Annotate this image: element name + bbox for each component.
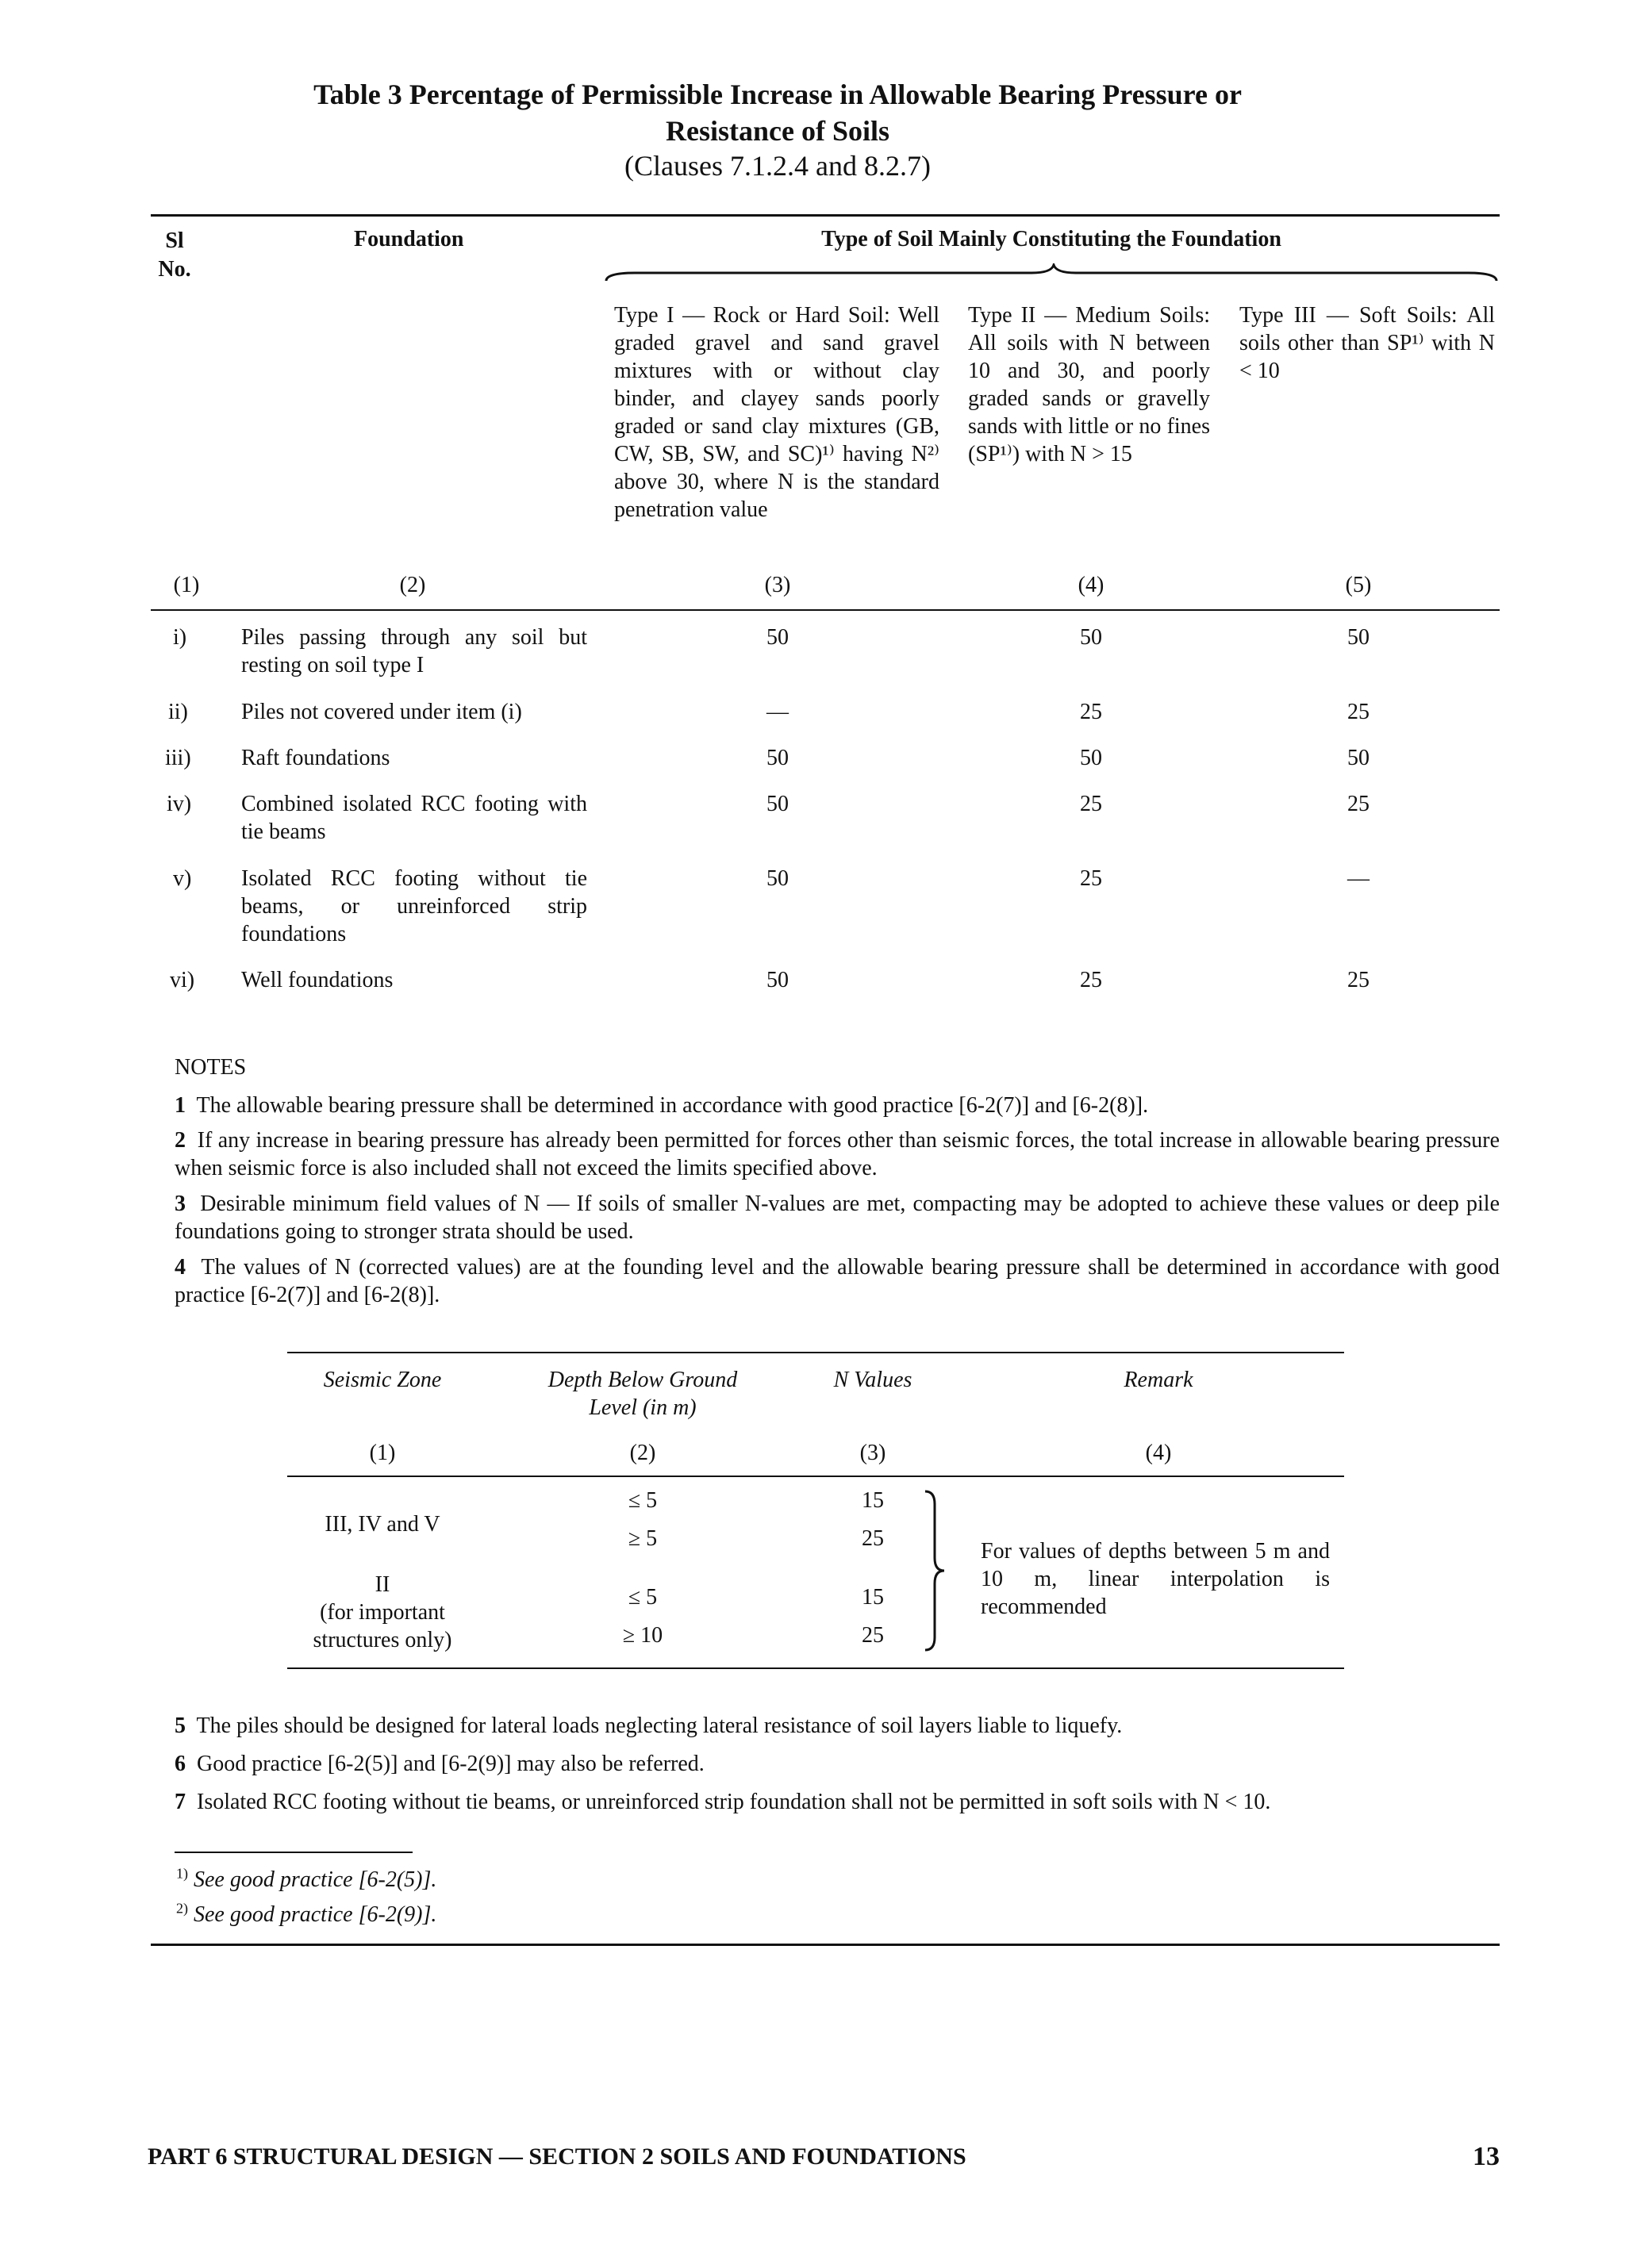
row-type2-value: 25 [1080,792,1102,816]
note-item: 7 Isolated RCC footing without tie beams, or unreinforced strip foundation shall not be permitted in soft soils with N < 10. [175,1790,1271,1814]
header-brace [603,263,1500,287]
seismic-col-number: (3) [859,1441,886,1465]
seismic-col-number: (2) [629,1441,656,1465]
row-type1-value: 50 [766,792,789,816]
note-item: 1 The allowable bearing pressure shall be determined in accordance with good practice [6-2(7)] and [6-2(8)]. [175,1093,1149,1118]
soil-type-3-desc: Type III — Soft Soils: All soils other than SP¹⁾ with N < 10 [1239,303,1495,383]
sl-no-header [151,227,198,284]
row-type1-value: 50 [766,866,789,891]
table-title-line1: Table 3 Percentage of Permissible Increase in Allowable Bearing Pressure or [313,79,1242,110]
seismic-col-number: (1) [369,1441,396,1465]
seismic-remark: For values of depths between 5 m and 10 m, linear interpolation is recommended [981,1539,1330,1619]
top-rule [151,214,1500,217]
depth-value: ≥ 10 [622,1623,663,1648]
row-type3-value: 25 [1347,792,1370,816]
note-item: 6 Good practice [6-2(5)] and [6-2(9)] may also be referred. [175,1752,705,1776]
row-type1-value: — [766,700,789,724]
row-foundation: Combined isolated RCC footing with tie beams [241,792,587,844]
footnote-2: $^{2)}$ See good practice [6-2(9)]. [176,1900,437,1927]
row-type1-value: 50 [766,625,789,650]
row-foundation: Isolated RCC footing without tie beams, or unreinforced strip foundations [241,866,587,946]
row-type3-value: 25 [1347,968,1370,992]
seismic-bottom-rule [287,1667,1344,1669]
n-value: 25 [862,1526,884,1551]
row-type1-value: 50 [766,968,789,992]
row-type2-value: 50 [1080,625,1102,650]
row-number: ii) [168,700,188,724]
table-title [159,76,1396,149]
n-value: 15 [862,1585,884,1610]
row-type3-value: — [1347,866,1370,891]
col-number: (3) [764,573,791,597]
remark-header: Remark [1124,1368,1193,1392]
note-item: 5 The piles should be designed for lateral loads neglecting lateral resistance of soil layers liable to liquefy. [175,1713,1123,1738]
depth-value: ≥ 5 [628,1526,658,1551]
note-item: 3 Desirable minimum field values of N — If soils of smaller N-values are met, compacting may be adopted to achieve these values or deep pile foundations going to stronger strata should be used. [175,1192,1500,1244]
col-number: (5) [1345,573,1372,597]
row-type2-value: 50 [1080,746,1102,770]
depth-header-line2: Level (in m) [589,1395,697,1420]
seismic-col-number: (4) [1145,1441,1172,1465]
row-foundation: Piles passing through any soil but resting on soil type I [241,625,587,677]
row-foundation: Well foundations [241,968,394,992]
note-item: 2 If any increase in bearing pressure has already been permitted for forces other than seismic forces, the total increase in allowable bearing pressure when seismic force is also included shall not exceed the limits specified above. [175,1128,1500,1180]
page-number: 13 [1473,2142,1500,2171]
footer-section: PART 6 STRUCTURAL DESIGN — SECTION 2 SOILS AND FOUNDATIONS [148,2143,966,2170]
table-clauses: (Clauses 7.1.2.4 and 8.2.7) [624,150,931,182]
col-number: (1) [173,573,200,597]
n-value: 15 [862,1488,884,1513]
notes-heading: NOTES [175,1055,247,1080]
row-type1-value: 50 [766,746,789,770]
footnote-rule [175,1852,413,1853]
row-type3-value: 50 [1347,625,1370,650]
sl-header-line2: No. [158,257,191,282]
row-type2-value: 25 [1080,866,1102,891]
soil-type-2-desc: Type II — Medium Soils: All soils with N between 10 and 30, and poorly graded sands or gravelly sands with little or no fines (SP¹⁾) with N > 15 [968,303,1210,466]
table-title-line2: Resistance of Soils [666,115,889,147]
right-curly-brace [920,1488,952,1655]
foundation-header: Foundation [354,227,464,251]
row-type2-value: 25 [1080,700,1102,724]
n-values-header: N Values [833,1368,912,1392]
seismic-top-rule [287,1352,1344,1353]
sl-header-line1: Sl [165,228,184,253]
zone2-line3: structures only) [313,1628,452,1652]
n-value: 25 [862,1623,884,1648]
zone2-line1: II [375,1572,390,1597]
depth-header [524,1366,762,1422]
row-number: iv) [167,792,192,816]
seismic-zone-1: III, IV and V [325,1512,440,1537]
zone2-line2: (for important [320,1600,445,1625]
footnote-1: $^{1)}$ See good practice [6-2(5)]. [176,1865,437,1892]
row-type3-value: 50 [1347,746,1370,770]
col-number: (2) [399,573,426,597]
row-number: iii) [165,746,191,770]
note-item: 4 The values of N (corrected values) are at the founding level and the allowable bearing pressure shall be determined in accordance with good practice [6-2(7)] and [6-2(8)]. [175,1255,1500,1307]
header-rule [151,609,1500,611]
col-number: (4) [1078,573,1104,597]
bottom-rule [151,1944,1500,1946]
row-number: vi) [170,968,195,992]
row-foundation: Piles not covered under item (i) [241,700,522,724]
row-number: v) [173,866,192,891]
seismic-zone-2 [287,1571,478,1654]
seismic-header-rule [287,1476,1344,1477]
depth-value: ≤ 5 [628,1585,658,1610]
soil-type-header: Type of Soil Mainly Constituting the Foundation [821,227,1281,251]
soil-type-1-desc: Type I — Rock or Hard Soil: Well graded gravel and sand gravel mixtures with or without clay binder, and clayey sands poorly graded or sand clay mixtures (GB, CW, SB, SW, and SC)¹⁾ having N²⁾ above 30, where N is the standard penetration value [614,303,939,522]
seismic-zone-header: Seismic Zone [323,1368,442,1392]
row-type3-value: 25 [1347,700,1370,724]
depth-header-line1: Depth Below Ground [547,1368,738,1392]
row-number: i) [173,625,187,650]
depth-value: ≤ 5 [628,1488,658,1513]
row-type2-value: 25 [1080,968,1102,992]
row-foundation: Raft foundations [241,746,390,770]
